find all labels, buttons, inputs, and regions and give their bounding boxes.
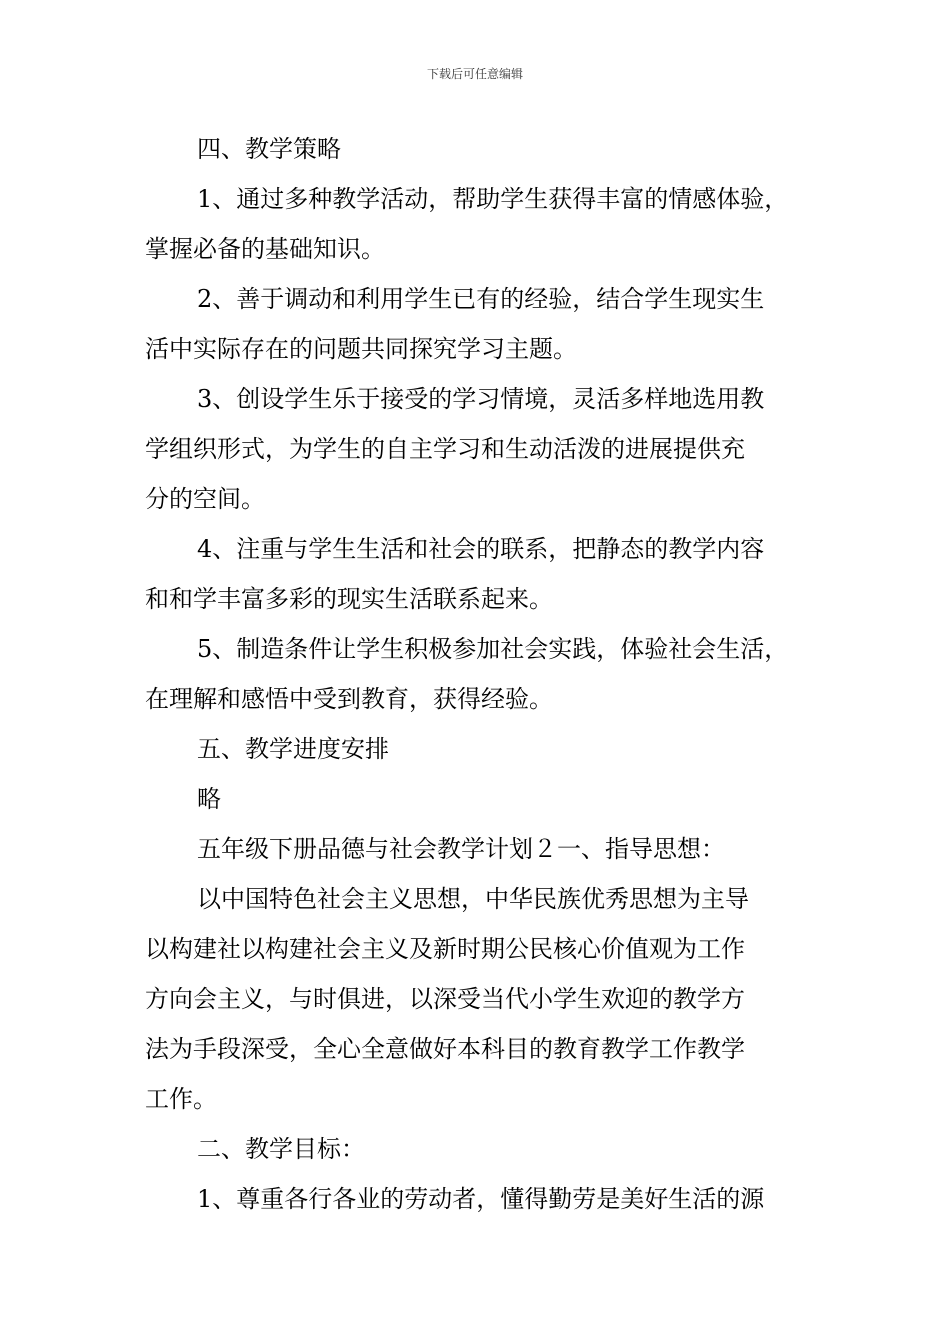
paragraph-line: 分的空间。 bbox=[145, 485, 265, 513]
plan-title-line: 五年级下册品德与社会教学计划２一、指导思想： bbox=[197, 835, 725, 863]
paragraph-line: 活中实际存在的问题共同探究学习主题。 bbox=[145, 335, 577, 363]
section-heading-teaching-goals: 二、教学目标： bbox=[197, 1135, 365, 1163]
paragraph-line: 工作。 bbox=[145, 1085, 217, 1113]
paragraph-line: 以中国特色社会主义思想，中华民族优秀思想为主导 bbox=[197, 885, 749, 913]
document-body bbox=[145, 124, 810, 1224]
paragraph-line: 5、制造条件让学生积极参加社会实践，体验社会生活， bbox=[197, 635, 789, 663]
paragraph-line: 1、通过多种教学活动，帮助学生获得丰富的情感体验， bbox=[197, 185, 789, 213]
paragraph-line: 学组织形式，为学生的自主学习和生动活泼的进展提供充 bbox=[145, 435, 745, 463]
paragraph-line: 1、尊重各行各业的劳动者，懂得勤劳是美好生活的源 bbox=[197, 1185, 765, 1213]
page-header-note: 下载后可任意编辑 bbox=[426, 67, 523, 81]
paragraph-line: 4、注重与学生生活和社会的联系，把静态的教学内容 bbox=[197, 535, 765, 563]
paragraph-line: 方向会主义，与时俱进，以深受当代小学生欢迎的教学方 bbox=[145, 985, 745, 1013]
paragraph-line: 在理解和感悟中受到教育，获得经验。 bbox=[145, 685, 553, 713]
paragraph-line: 和和学丰富多彩的现实生活联系起来。 bbox=[145, 585, 553, 613]
paragraph-line: 法为手段深受，全心全意做好本科目的教育教学工作教学 bbox=[145, 1035, 745, 1063]
paragraph-line: 以构建社以构建社会主义及新时期公民核心价值观为工作 bbox=[145, 935, 745, 963]
paragraph-line: 略 bbox=[197, 785, 221, 813]
section-heading-schedule: 五、教学进度安排 bbox=[197, 735, 389, 763]
section-heading-teaching-strategy: 四、教学策略 bbox=[197, 135, 341, 163]
paragraph-line: 3、创设学生乐于接受的学习情境，灵活多样地选用教 bbox=[197, 385, 765, 413]
paragraph-line: 掌握必备的基础知识。 bbox=[145, 235, 385, 263]
paragraph-line: 2、善于调动和利用学生已有的经验，结合学生现实生 bbox=[197, 285, 765, 313]
